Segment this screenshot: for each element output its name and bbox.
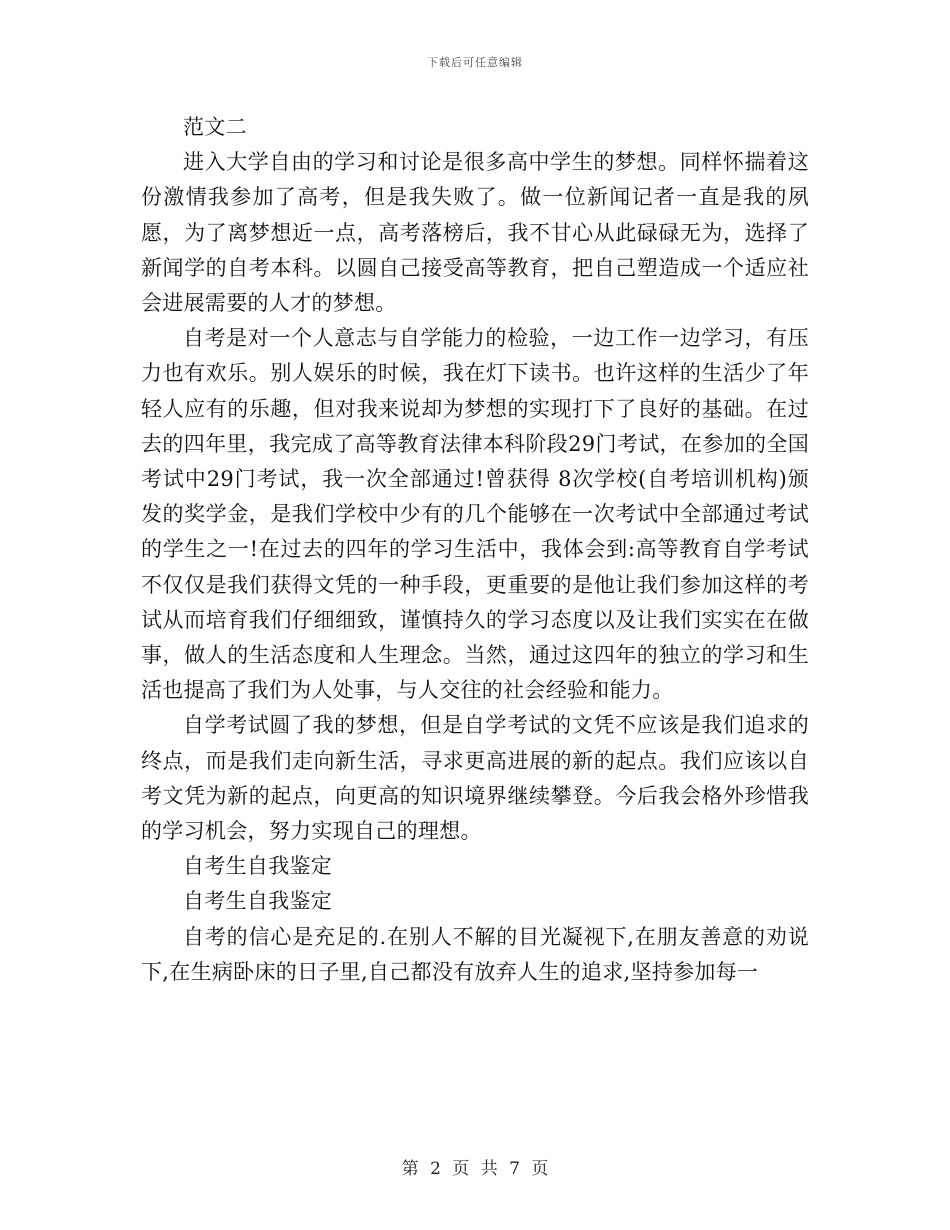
page-footer: 第 2 页 共 7 页 [401,1159,549,1179]
document-body [141,110,809,990]
page-header: 下载后可任意编辑 [427,56,523,69]
paragraph: 进入大学自由的学习和讨论是很多高中学生的梦想。同样怀揣着这份激情我参加了高考，但是我失败了。做一位新闻记者一直是我的夙愿，为了离梦想近一点，高考落榜后，我不甘心从此碌碌无为，选择了新闻学的自考本科。以圆自己接受高等教育，把自己塑造成一个适应社会进展需要的人才的梦想。 [141,150,809,316]
paragraph: 自考是对一个人意志与自学能力的检验，一边工作一边学习，有压力也有欢乐。别人娱乐的时候，我在灯下读书。也许这样的生活少了年轻人应有的乐趣，但对我来说却为梦想的实现打下了良好的基础。在过去的四年里，我完成了高等教育法律本科阶段29门考试，在参加的全国考试中29门考试，我一次全部通过!曾获得 8次学校(自考培训机构)颁发的奖学金，是我们学校中少有的几个能够在一次考试中全部通过考试的学生之一!在过去的四年的学习生活中，我体会到:高等教育自学考试不仅仅是我们获得文凭的一种手段，更重要的是他让我们参加这样的考试从而培育我们仔细细致，谨慎持久的学习态度以及让我们实实在在做事，做人的生活态度和人生理念。当然，通过这四年的独立的学习和生活也提高了我们为人处事，与人交往的社会经验和能力。 [141,326,809,703]
section-heading: 自考生自我鉴定 [183,854,333,879]
section-title: 范文二 [183,115,247,139]
paragraph: 自考的信心是充足的.在别人不解的目光凝视下,在朋友善意的劝说下,在生病卧床的日子里,自己都没有放弃人生的追求,坚持参加每一 [141,924,809,984]
paragraph: 自学考试圆了我的梦想，但是自学考试的文凭不应该是我们追求的终点，而是我们走向新生活，寻求更高进展的新的起点。我们应该以自考文凭为新的起点，向更高的知识境界继续攀登。今后我会格外珍惜我的学习机会，努力实现自己的理想。 [141,713,809,844]
section-heading: 自考生自我鉴定 [183,889,333,914]
